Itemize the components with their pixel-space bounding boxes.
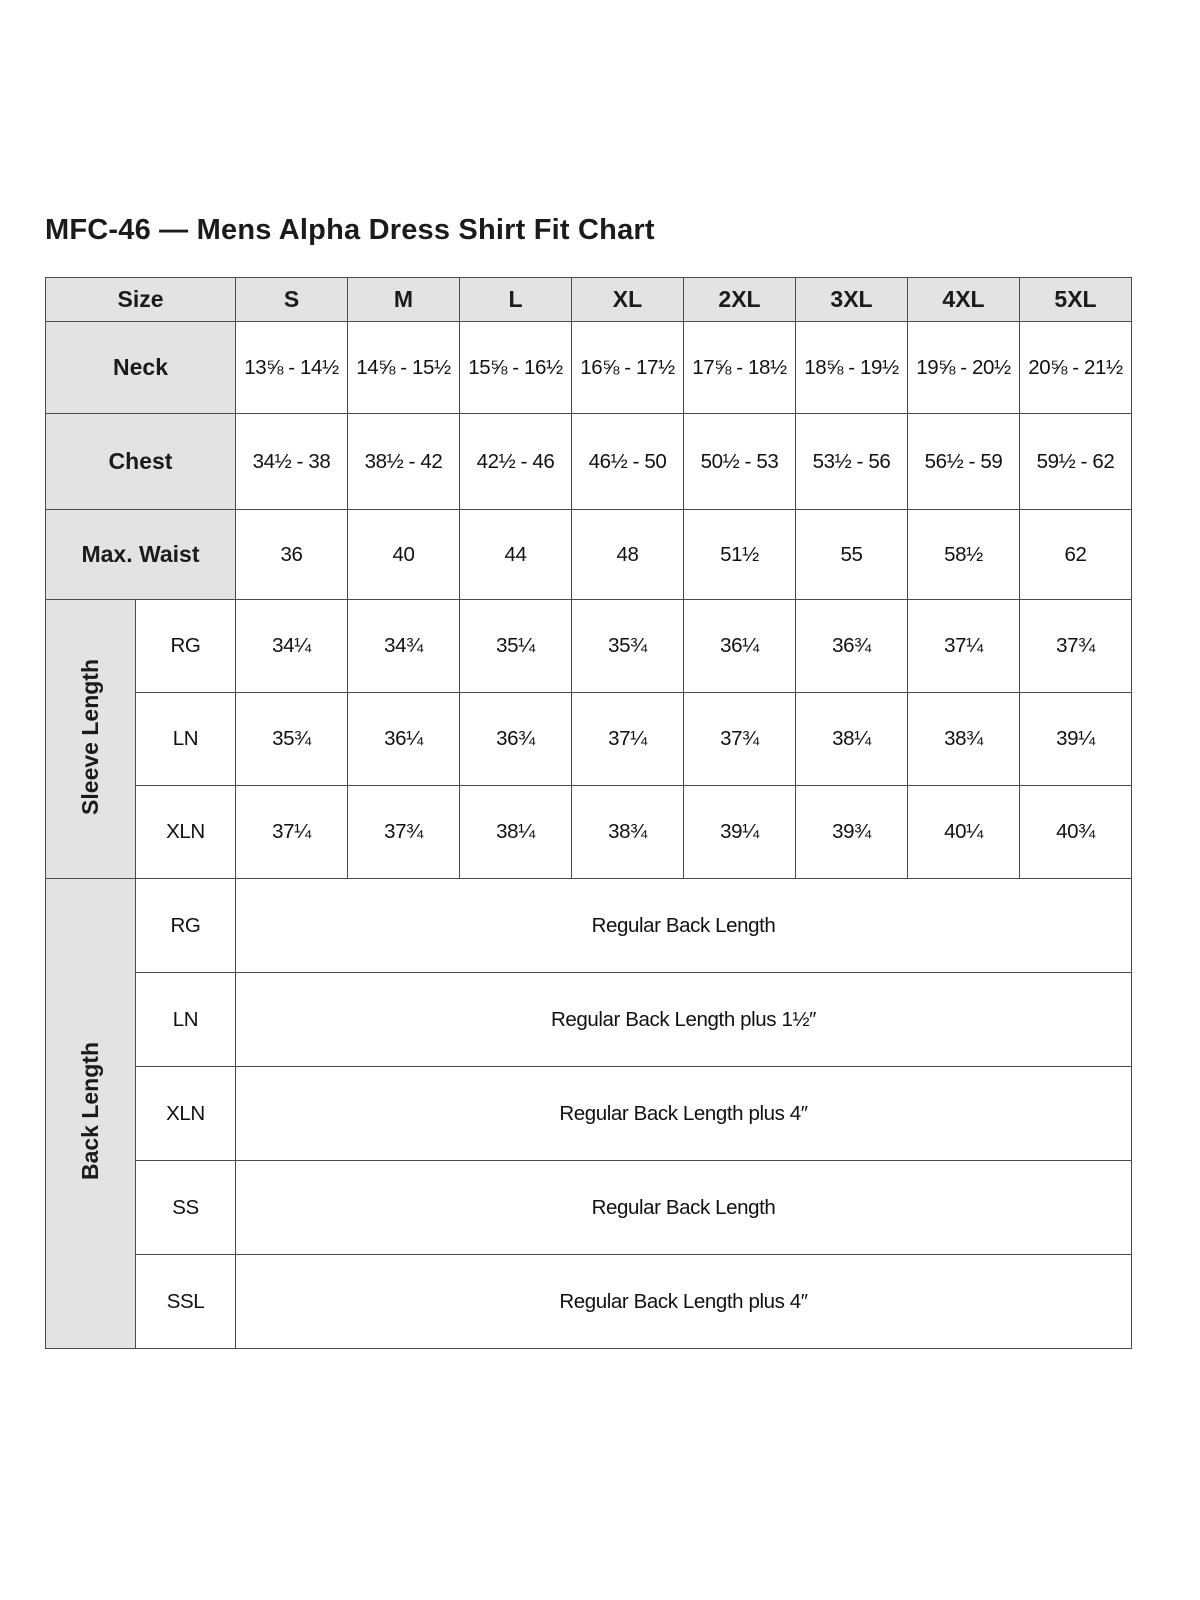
- sleeve-rg-value: 35¾: [572, 600, 684, 693]
- back-rg-label: RG: [136, 879, 236, 973]
- sleeve-xln-value: 39¼: [684, 786, 796, 879]
- neck-value: 14⅝ - 15½: [348, 322, 460, 414]
- sleeve-ln-value: 36¾: [460, 693, 572, 786]
- sleeve-rg-value: 35¼: [460, 600, 572, 693]
- neck-value: 13⅝ - 14½: [236, 322, 348, 414]
- neck-value: 15⅝ - 16½: [460, 322, 572, 414]
- chest-value: 59½ - 62: [1020, 414, 1132, 510]
- back-ss-row: [46, 1161, 1132, 1255]
- sleeve-rg-label: RG: [136, 600, 236, 693]
- waist-value: 62: [1020, 510, 1132, 600]
- size-col-s: S: [236, 278, 348, 322]
- sleeve-xln-value: 37¼: [236, 786, 348, 879]
- back-ssl-row: [46, 1255, 1132, 1349]
- size-col-2xl: 2XL: [684, 278, 796, 322]
- chest-value: 46½ - 50: [572, 414, 684, 510]
- sleeve-xln-value: 40¾: [1020, 786, 1132, 879]
- sleeve-ln-value: 38¾: [908, 693, 1020, 786]
- size-header-cell: Size: [46, 278, 236, 322]
- sleeve-rg-value: 36¼: [684, 600, 796, 693]
- sleeve-xln-value: 38¾: [572, 786, 684, 879]
- fit-chart-table: [45, 277, 1132, 1349]
- sleeve-rg-value: 37¼: [908, 600, 1020, 693]
- sleeve-rg-value: 34¾: [348, 600, 460, 693]
- waist-value: 51½: [684, 510, 796, 600]
- sleeve-xln-value: 37¾: [348, 786, 460, 879]
- size-col-m: M: [348, 278, 460, 322]
- back-ln-row: [46, 973, 1132, 1067]
- sleeve-xln-value: 38¼: [460, 786, 572, 879]
- chest-row: [46, 414, 1132, 510]
- sleeve-ln-row: [46, 693, 1132, 786]
- waist-value: 48: [572, 510, 684, 600]
- neck-value: 20⅝ - 21½: [1020, 322, 1132, 414]
- sleeve-xln-value: 40¼: [908, 786, 1020, 879]
- back-xln-text: Regular Back Length plus 4″: [236, 1067, 1132, 1161]
- size-col-3xl: 3XL: [796, 278, 908, 322]
- chest-value: 53½ - 56: [796, 414, 908, 510]
- neck-label: Neck: [46, 322, 236, 414]
- max-waist-label: Max. Waist: [46, 510, 236, 600]
- sleeve-rg-value: 37¾: [1020, 600, 1132, 693]
- sleeve-ln-label: LN: [136, 693, 236, 786]
- back-ssl-label: SSL: [136, 1255, 236, 1349]
- sleeve-rg-value: 36¾: [796, 600, 908, 693]
- neck-value: 19⅝ - 20½: [908, 322, 1020, 414]
- page-title: MFC-46 — Mens Alpha Dress Shirt Fit Chart: [45, 214, 655, 246]
- chest-value: 38½ - 42: [348, 414, 460, 510]
- sleeve-xln-row: [46, 786, 1132, 879]
- back-ss-label: SS: [136, 1161, 236, 1255]
- size-col-xl: XL: [572, 278, 684, 322]
- back-xln-label: XLN: [136, 1067, 236, 1161]
- chest-value: 50½ - 53: [684, 414, 796, 510]
- chest-value: 34½ - 38: [236, 414, 348, 510]
- sleeve-ln-value: 35¾: [236, 693, 348, 786]
- waist-value: 55: [796, 510, 908, 600]
- neck-value: 18⅝ - 19½: [796, 322, 908, 414]
- sleeve-xln-value: 39¾: [796, 786, 908, 879]
- chest-value: 42½ - 46: [460, 414, 572, 510]
- chest-value: 56½ - 59: [908, 414, 1020, 510]
- back-xln-row: [46, 1067, 1132, 1161]
- sleeve-xln-label: XLN: [136, 786, 236, 879]
- size-col-4xl: 4XL: [908, 278, 1020, 322]
- waist-value: 36: [236, 510, 348, 600]
- back-length-group-label: [46, 879, 136, 1349]
- size-col-l: L: [460, 278, 572, 322]
- sleeve-length-label-text: Sleeve Length: [77, 658, 103, 815]
- back-ssl-text: Regular Back Length plus 4″: [236, 1255, 1132, 1349]
- neck-value: 17⅝ - 18½: [684, 322, 796, 414]
- size-col-5xl: 5XL: [1020, 278, 1132, 322]
- waist-value: 40: [348, 510, 460, 600]
- back-length-label-text: Back Length: [77, 1041, 103, 1181]
- back-rg-text: Regular Back Length: [236, 879, 1132, 973]
- neck-row: [46, 322, 1132, 414]
- waist-value: 44: [460, 510, 572, 600]
- header-row: [46, 278, 1132, 322]
- neck-value: 16⅝ - 17½: [572, 322, 684, 414]
- sleeve-ln-value: 37¾: [684, 693, 796, 786]
- sleeve-rg-value: 34¼: [236, 600, 348, 693]
- max-waist-row: [46, 510, 1132, 600]
- back-ln-label: LN: [136, 973, 236, 1067]
- back-ln-text: Regular Back Length plus 1½″: [236, 973, 1132, 1067]
- chest-label: Chest: [46, 414, 236, 510]
- back-ss-text: Regular Back Length: [236, 1161, 1132, 1255]
- sleeve-rg-row: [46, 600, 1132, 693]
- sleeve-length-group-label: [46, 600, 136, 879]
- waist-value: 58½: [908, 510, 1020, 600]
- sleeve-ln-value: 36¼: [348, 693, 460, 786]
- sleeve-ln-value: 37¼: [572, 693, 684, 786]
- sleeve-ln-value: 38¼: [796, 693, 908, 786]
- back-rg-row: [46, 879, 1132, 973]
- sleeve-ln-value: 39¼: [1020, 693, 1132, 786]
